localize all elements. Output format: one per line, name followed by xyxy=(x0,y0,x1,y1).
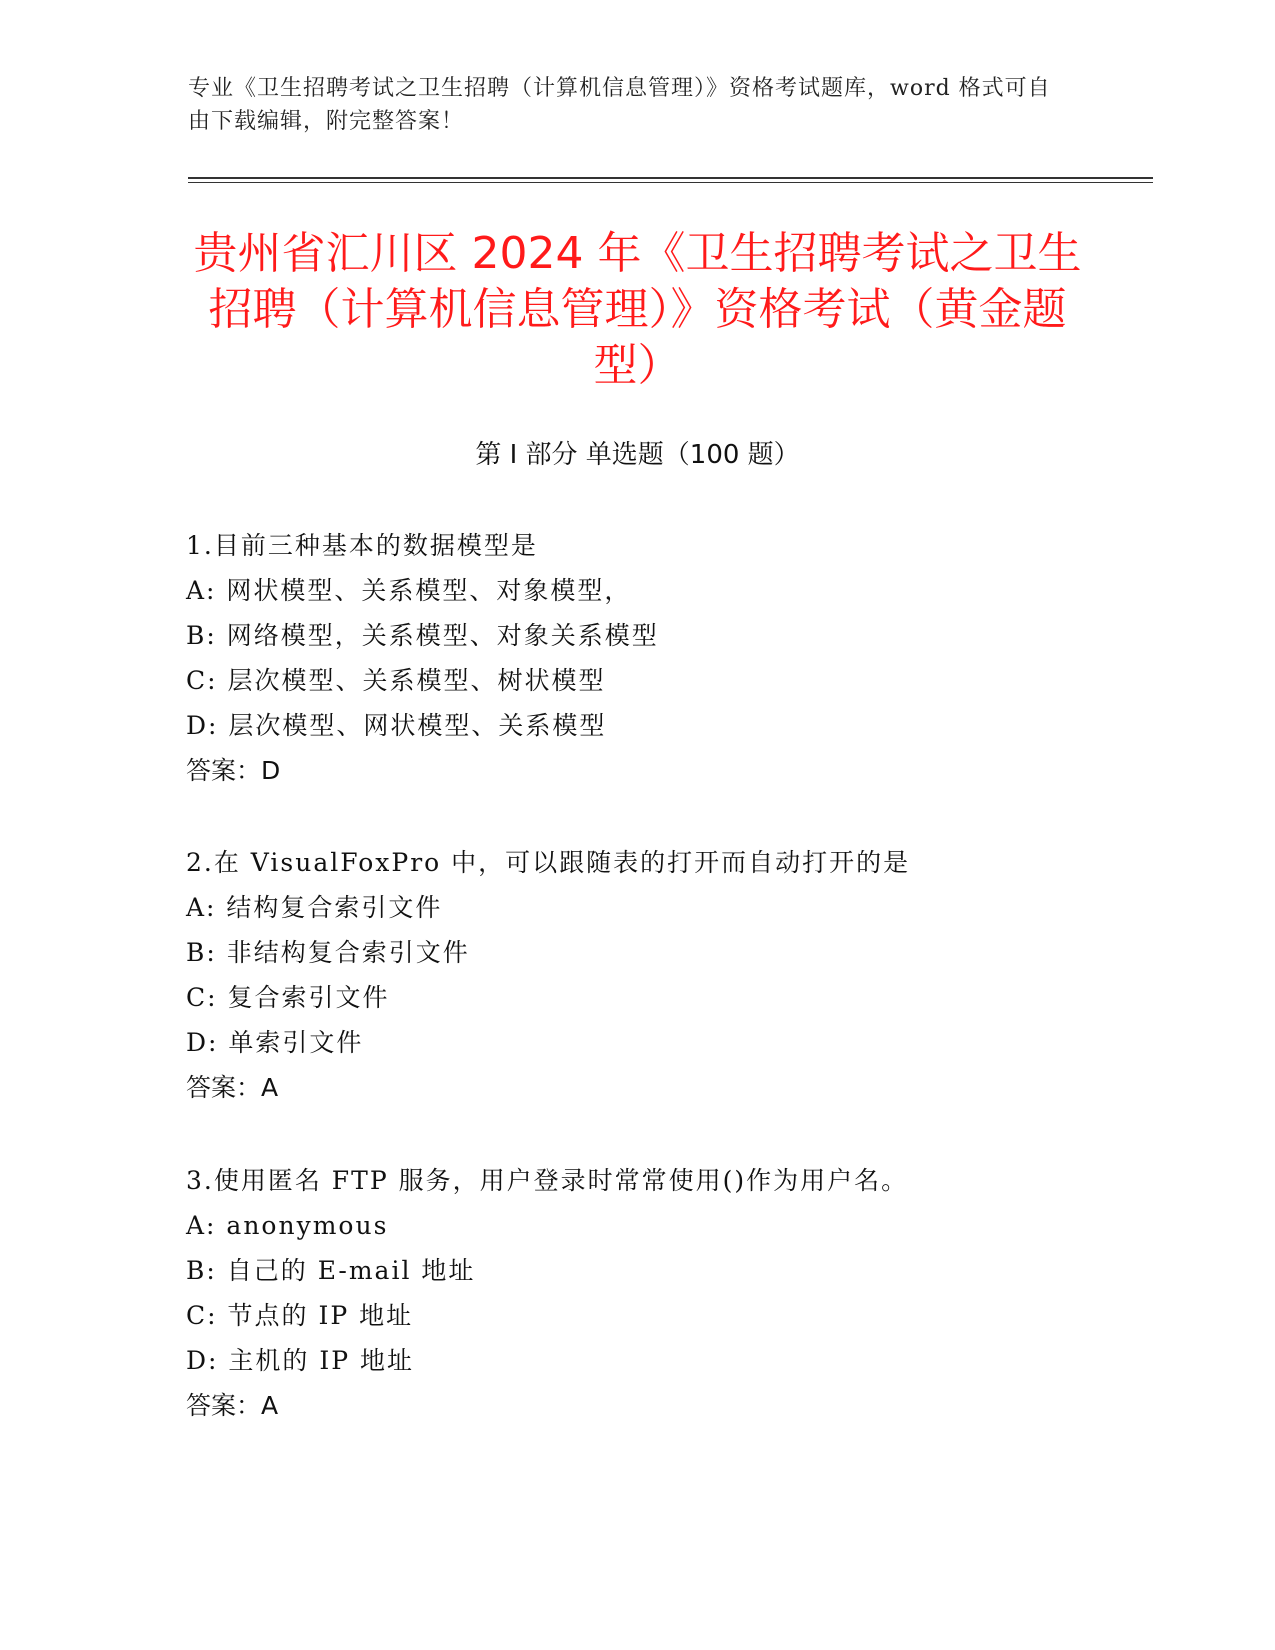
question-stem: 1.目前三种基本的数据模型是 xyxy=(186,531,538,560)
question-block xyxy=(186,840,1146,1110)
option-a: A: 结构复合索引文件 xyxy=(186,893,443,922)
answer-text: 答案：D xyxy=(186,756,281,785)
option-c: C: 层次模型、关系模型、树状模型 xyxy=(186,666,606,695)
option-c: C: 复合索引文件 xyxy=(186,983,390,1012)
option-d: D: 单索引文件 xyxy=(186,1028,364,1057)
header-divider-thin xyxy=(188,182,1153,183)
document-title: 贵州省汇川区 2024 年《卫生招聘考试之卫生招聘（计算机信息管理）》资格考试（黄金题型） xyxy=(193,228,1082,391)
header-divider-thick xyxy=(188,177,1153,179)
option-c: C: 节点的 IP 地址 xyxy=(186,1301,414,1330)
option-a: A: anonymous xyxy=(186,1211,389,1240)
option-b: B: 网络模型，关系模型、对象关系模型 xyxy=(186,621,659,650)
option-d: D: 主机的 IP 地址 xyxy=(186,1346,415,1375)
answer-text: 答案：A xyxy=(186,1391,279,1420)
option-b: B: 自己的 E-mail 地址 xyxy=(186,1256,476,1285)
option-d: D: 层次模型、网状模型、关系模型 xyxy=(186,711,607,740)
question-stem: 2.在 VisualFoxPro 中，可以跟随表的打开而自动打开的是 xyxy=(186,848,911,877)
option-b: B: 非结构复合索引文件 xyxy=(186,938,470,967)
answer-text: 答案：A xyxy=(186,1073,279,1102)
section-title: 第 I 部分 单选题（100 题） xyxy=(475,440,800,470)
header-note: 专业《卫生招聘考试之卫生招聘（计算机信息管理）》资格考试题库，word 格式可自由下载编辑，附完整答案！ xyxy=(188,76,1051,134)
option-a: A: 网状模型、关系模型、对象模型， xyxy=(186,576,632,605)
question-block xyxy=(186,523,1146,793)
question-stem: 3.使用匿名 FTP 服务，用户登录时常常使用()作为用户名。 xyxy=(186,1166,909,1195)
question-block xyxy=(186,1158,1146,1428)
